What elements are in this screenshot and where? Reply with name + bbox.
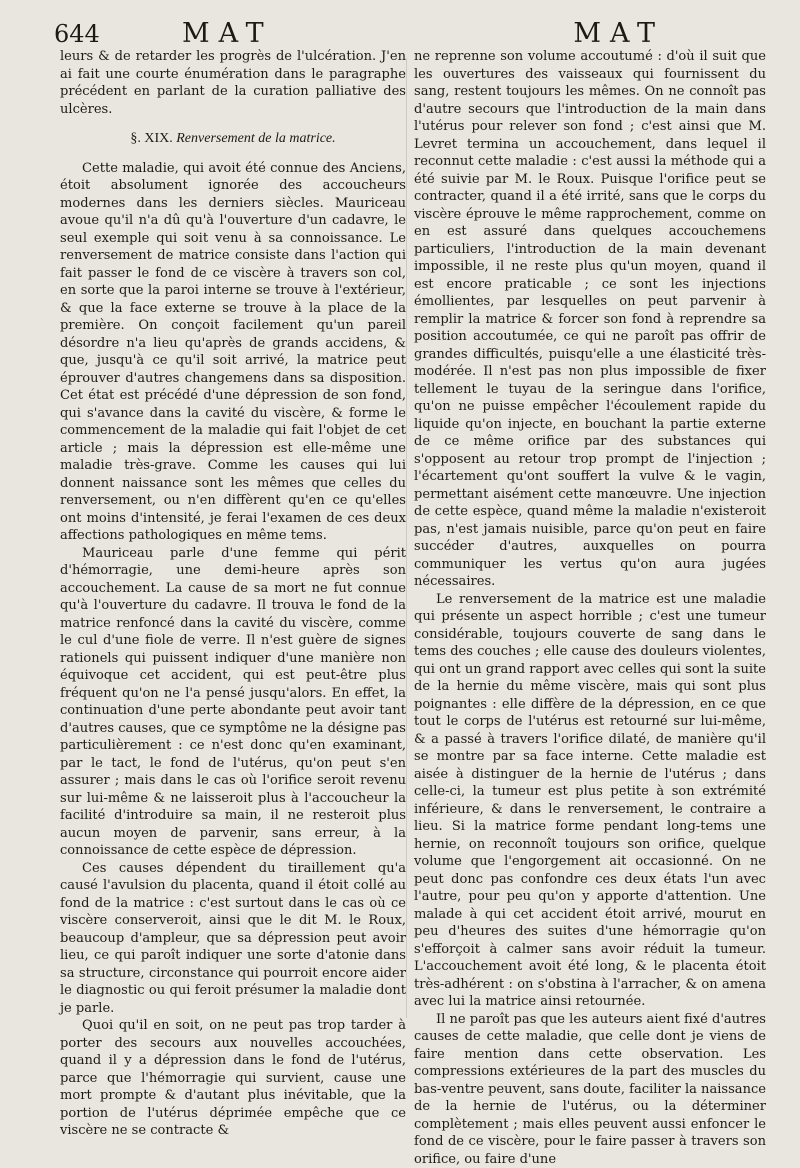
paragraph: Quoi qu'il en soit, on ne peut pas trop tarder à porter des secours aux nouvelles accouchées, quand il y a dépression dans le fond de l'utérus, parce que l'hémorragie qui survient, cause une mort prompte & d'autant plus inévitable, que la portion de l'utérus déprimée empêche que ce viscère ne se contracte & [60, 1017, 406, 1140]
paragraph: Le renversement de la matrice est une maladie qui présente un aspect horrible ; c'est une tumeur considérable, toujours couverte de sang dans le tems des couches ; elle cause des douleurs violentes, qui ont un grand rapport avec celles qui sont la suite de la hernie du même viscère, mais qui sont plus poignantes : elle diffère de la dépression, en ce que tout le corps de l'utérus est retourné sur lui-même, & a passé à travers l'orifice dilaté, de manière qu'il se montre par sa face interne. Cette maladie est aisée à distinguer de la hernie de l'utérus ; dans celle-ci, la tumeur est plus petite à son extrémité inférieure, & dans le renversement, le contraire a lieu. Si la matrice forme pendant long-tems une hernie, on reconnoît toujours son orifice, quelque volume que l'engorgement ait occasionné. On ne peut donc pas confondre ces deux états l'un avec l'autre, pour peu qu'on y apporte d'attention. Une malade à qui cet accident étoit arrivé, mourut en peu d'heures des suites d'une hémorragie qu'on s'efforçoit à calmer sans avoir réduit la tumeur. L'accouchement avoit été long, & le placenta étoit très-adhérent : on s'obstina à l'arracher, & on amena avec lui la matrice ainsi retournée. [414, 591, 766, 1011]
section-title: Renversement de la matrice. [176, 131, 335, 146]
running-header [54, 18, 756, 50]
running-title-right: MAT [573, 18, 664, 49]
paragraph: Il ne paroît pas que les auteurs aient fixé d'autres causes de cette maladie, que celle dont je viens de faire mention dans cette observation. Les compressions extérieures de la part des muscles du bas-ventre peuvent, sans doute, faciliter la naissance de la hernie de l'utérus, ou la déterminer complètement ; mais elles peuvent aussi enfoncer le fond de ce viscère, pour le faire passer à travers son orifice, ou faire d'une [414, 1011, 766, 1168]
page-number: 644 [54, 20, 100, 48]
running-title-left: MAT [182, 18, 273, 49]
paragraph: Cette maladie, qui avoit été connue des Anciens, étoit absolument ignorée des accoucheurs modernes dans les derniers siècles. Mauriceau avoue qu'il n'a dû qu'à l'ouverture d'un cadavre, le seul exemple qui soit venu à sa connoissance. Le renversement de matrice consiste dans l'action qui fait passer le fond de ce viscère à travers son col, en sorte que la paroi interne se trouve à l'extérieur, & que la face externe se trouve à la place de la première. On conçoit facilement qu'un pareil désordre n'a lieu qu'après de grands accidens, & que, jusqu'à ce qu'il soit arrivé, la matrice peut éprouver d'autres changemens dans sa disposition. Cet état est précédé d'une dépression de son fond, qui s'avance dans la cavité du viscère, & forme le commencement de la maladie qui fait l'objet de cet article ; mais la dépression est elle-même une maladie très-grave. Comme les causes qui lui donnent naissance sont les mêmes que celles du renversement, ou n'en diffèrent qu'en ce qu'elles ont moins d'intensité, je ferai l'examen de ces deux affections pathologiques en même tems. [60, 160, 406, 545]
section-heading [60, 130, 406, 148]
paragraph: Ces causes dépendent du tiraillement qu'a causé l'avulsion du placenta, quand il étoit collé au fond de la matrice : c'est surtout dans le cas où ce viscère conserveroit, ainsi que le dit M. le Roux, beaucoup d'ampleur, que sa dépression peut avoir lieu, ce qui paroît indiquer une sorte d'atonie dans sa structure, circonstance qui pourroit encore aider le diagnostic ou qui feroit présumer la maladie dont je parle. [60, 860, 406, 1018]
paragraph-continued: leurs & de retarder les progrès de l'ulcération. J'en ai fait une courte énumération dans le paragraphe précédent en parlant de la curation palliative des ulcères. [60, 48, 406, 118]
right-column [414, 48, 766, 1168]
paragraph-continued: ne reprenne son volume accoutumé : d'où il suit que les ouvertures des vaisseaux qui fournissent du sang, restent toujours les mêmes. On ne connoît pas d'autre secours que l'introduction de la main dans l'utérus pour relever son fond ; c'est ainsi que M. Levret termina un accouchement, dans lequel il reconnut cette maladie : c'est aussi la méthode qui a été suivie par M. le Roux. Puisque l'orifice peut se contracter, quand il a été irrité, sans que le corps du viscère éprouve le même rapprochement, comme on en est assuré dans quelques accouchemens particuliers, l'introduction de la main devenant impossible, il ne reste plus qu'un moyen, quand il est encore praticable ; ce sont les injections émollientes, par lesquelles on peut parvenir à remplir la matrice & forcer son fond à reprendre sa position accoutumée, ce qui ne paroît pas offrir de grandes difficultés, puisqu'elle a une élasticité très-modérée. Il n'est pas non plus impossible de fixer tellement le tuyau de la seringue dans l'orifice, qu'on ne puisse empêcher l'écoulement rapide du liquide qu'on injecte, en bouchant la partie externe de ce même orifice par des substances qui s'opposent au retour trop prompt de l'injection ; l'écartement qu'ont souffert la vulve & le vagin, permettant aisément cette manœuvre. Une injection de cette espèce, quand même la maladie n'existeroit pas, n'est jamais nuisible, parce qu'on peut en faire succéder d'autres, auxquelles on pourra communiquer les vertus qu'on aura jugées nécessaires. [414, 48, 766, 591]
paragraph: Mauriceau parle d'une femme qui périt d'hémorragie, une demi-heure après son accouchement. La cause de sa mort ne fut connue qu'à l'ouverture du cadavre. Il trouva le fond de la matrice renfoncé dans la cavité du viscère, comme le cul d'une fiole de verre. Il n'est guère de signes rationels qui puissent indiquer d'une manière non équivoque cet accident, qui est peut-être plus fréquent qu'on ne l'a pensé jusqu'alors. En effet, la continuation d'une perte abondante peut avoir tant d'autres causes, que ce symptôme ne la désigne pas particulièrement : ce n'est donc qu'en examinant, par le tact, le fond de l'utérus, qu'on peut s'en assurer ; mais dans le cas où l'orifice seroit revenu sur lui-même & ne laisseroit plus à l'accoucheur la facilité d'introduire sa main, il ne resteroit plus aucun moyen de parvenir, sans erreur, à la connoissance de cette espèce de dépression. [60, 545, 406, 860]
section-number: §. XIX. [130, 131, 172, 146]
column-divider [406, 58, 407, 1018]
left-column [60, 48, 406, 1140]
